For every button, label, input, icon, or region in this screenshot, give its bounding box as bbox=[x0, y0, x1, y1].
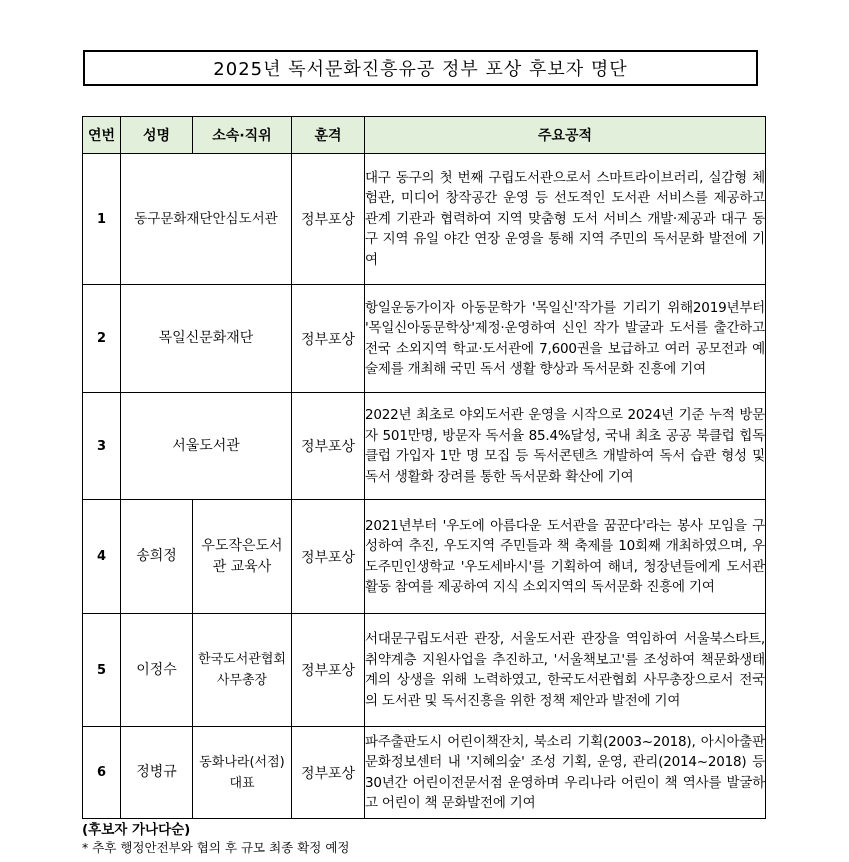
row-organization: 동구문화재단안심도서관 bbox=[121, 154, 292, 285]
row-organization: 서울도서관 bbox=[121, 393, 292, 500]
row-position: 동화나라(서점) 대표 bbox=[193, 727, 292, 819]
header-name: 성명 bbox=[121, 117, 193, 154]
row-achievement: 항일운동가이자 아동문학가 '목일신'작가를 기리기 위해2019년부터 '목일신아동문학상'제정·운영하여 신인 작가 발굴과 도서를 출간하고 전국 소외지역 학교·도서관에 7,600권을 보급하고 여러 공모전과 예술제를 개최해 국민 독서 생활 향상과 독서문화 진흥에 기여 bbox=[365, 285, 766, 393]
row-name: 이정수 bbox=[121, 614, 193, 727]
candidate-table bbox=[82, 116, 766, 819]
row-number: 3 bbox=[83, 393, 121, 500]
row-achievement: 대구 동구의 첫 번째 구립도서관으로서 스마트라이브러리, 실감형 체험관, 미디어 창작공간 운영 등 선도적인 도서관 서비스를 제공하고 관계 기관과 협력하여 지역 맞춤형 도서 서비스 개발·제공과 대구 동구 지역 유일 야간 연장 운영을 통해 지역 주민의 독서문화 발전에 기여 bbox=[365, 154, 766, 285]
row-number: 1 bbox=[83, 154, 121, 285]
row-award: 정부포상 bbox=[292, 285, 365, 393]
page-title: 2025년 독서문화진흥유공 정부 포상 후보자 명단 bbox=[83, 50, 758, 86]
table-row bbox=[83, 500, 766, 614]
table-row bbox=[83, 285, 766, 393]
footnote-order: (후보자 가나다순) bbox=[82, 822, 191, 838]
row-award: 정부포상 bbox=[292, 727, 365, 819]
row-number: 4 bbox=[83, 500, 121, 614]
row-number: 2 bbox=[83, 285, 121, 393]
row-achievement: 2022년 최초로 야외도서관 운영을 시작으로 2024년 기준 누적 방문자 501만명, 방문자 독서율 85.4%달성, 국내 최초 공공 북클럽 힙독클럽 가입자 1만 명 모집 등 독서콘텐츠 개발하여 독서 습관 형성 및 독서 생활화 장려를 통한 독서문화 확산에 기여 bbox=[365, 393, 766, 500]
row-award: 정부포상 bbox=[292, 154, 365, 285]
row-name: 송희정 bbox=[121, 500, 193, 614]
row-award: 정부포상 bbox=[292, 614, 365, 727]
row-achievement: 파주출판도시 어린이책잔치, 북소리 기획(2003~2018), 아시아출판문화정보센터 내 '지혜의숲' 조성 기획, 운영, 관리(2014~2018) 등 30년간 어린이전문서점 운영하며 우리나라 어린이 책 역사를 발굴하고 어린이 책 문화발전에 기여 bbox=[365, 727, 766, 819]
table-row bbox=[83, 614, 766, 727]
row-organization: 목일신문화재단 bbox=[121, 285, 292, 393]
footnote-note: * 추후 행정안전부와 협의 후 규모 최종 확정 예정 bbox=[82, 840, 350, 855]
header-achievement: 주요공적 bbox=[365, 117, 766, 154]
row-position: 한국도서관협회 사무총장 bbox=[193, 614, 292, 727]
row-achievement: 서대문구립도서관 관장, 서울도서관 관장을 역임하여 서울북스타트, 취약계층 지원사업을 추진하고, '서울책보고'를 조성하여 책문화생태계의 상생을 위해 노력하였고, 한국도서관협회 사무총장으로서 전국의 도서관 및 독서진흥을 위한 정책 제안과 발전에 기여 bbox=[365, 614, 766, 727]
header-award: 훈격 bbox=[292, 117, 365, 154]
row-number: 5 bbox=[83, 614, 121, 727]
row-position: 우도작은도서관 교육사 bbox=[193, 500, 292, 614]
row-name: 정병규 bbox=[121, 727, 193, 819]
table-row bbox=[83, 393, 766, 500]
row-number: 6 bbox=[83, 727, 121, 819]
header-affiliation: 소속·직위 bbox=[193, 117, 292, 154]
header-no: 연번 bbox=[83, 117, 121, 154]
row-award: 정부포상 bbox=[292, 393, 365, 500]
table-row bbox=[83, 154, 766, 285]
table-row bbox=[83, 727, 766, 819]
row-award: 정부포상 bbox=[292, 500, 365, 614]
table-header-row bbox=[83, 117, 766, 154]
row-achievement: 2021년부터 '우도에 아름다운 도서관을 꿈꾼다'라는 봉사 모임을 구성하여 추진, 우도지역 주민들과 책 축제를 10회째 개최하였으며, 우도주민인생학교 '우도세바시'를 기획하여 해녀, 청장년들에게 도서관 활동 참여를 제공하여 지식 소외지역의 독서문화 진흥에 기여 bbox=[365, 500, 766, 614]
